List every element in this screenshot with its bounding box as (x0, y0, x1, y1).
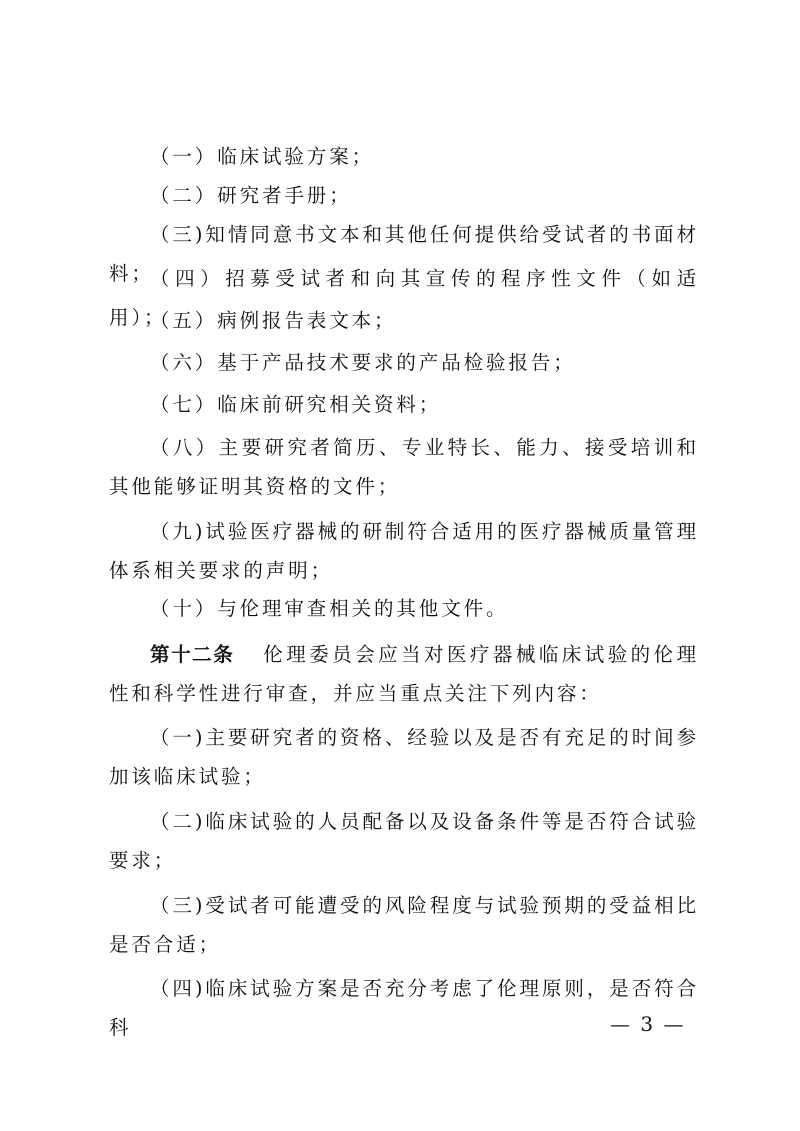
list-item: （九)试验医疗器械的研制符合适用的医疗器械质量管理体系相关要求的声明； (109, 520, 699, 582)
list-item: （十）与伦理审查相关的其他文件。 (150, 597, 509, 620)
list-item: （四）招募受试者和向其宣传的程序性文件（如适用）； (109, 267, 699, 329)
list-item: （一)主要研究者的资格、经验以及是否有充足的时间参加该临床试验； (109, 726, 699, 788)
list-item: （六）基于产品技术要求的产品检验报告； (150, 351, 576, 374)
page-number: — 3 — (610, 1012, 686, 1036)
list-item: （三)知情同意书文本和其他任何提供给受试者的书面材料； (109, 223, 699, 285)
list-item: （三)受试者可能遭受的风险程度与试验预期的受益相比是否合适； (109, 894, 699, 956)
list-item: （七）临床前研究相关资料； (150, 393, 442, 416)
list-item: （二）研究者手册； (150, 184, 352, 207)
article-heading: 第十二条 (150, 643, 235, 666)
article-text: 伦理委员会应当对医疗器械临床试验的伦理性和科学性进行审查，并应当重点关注下列内容： (109, 643, 700, 705)
list-item: （八）主要研究者简历、专业特长、能力、接受培训和其他能够证明其资格的文件； (109, 436, 699, 498)
list-item: （五）病例报告表文本； (150, 309, 397, 332)
list-item: （一）临床试验方案； (150, 145, 375, 168)
article-paragraph (109, 636, 699, 713)
list-item: （四)临床试验方案是否充分考虑了伦理原则，是否符合科 (109, 977, 699, 1039)
list-item: （二)临床试验的人员配备以及设备条件等是否符合试验要求； (109, 810, 699, 872)
